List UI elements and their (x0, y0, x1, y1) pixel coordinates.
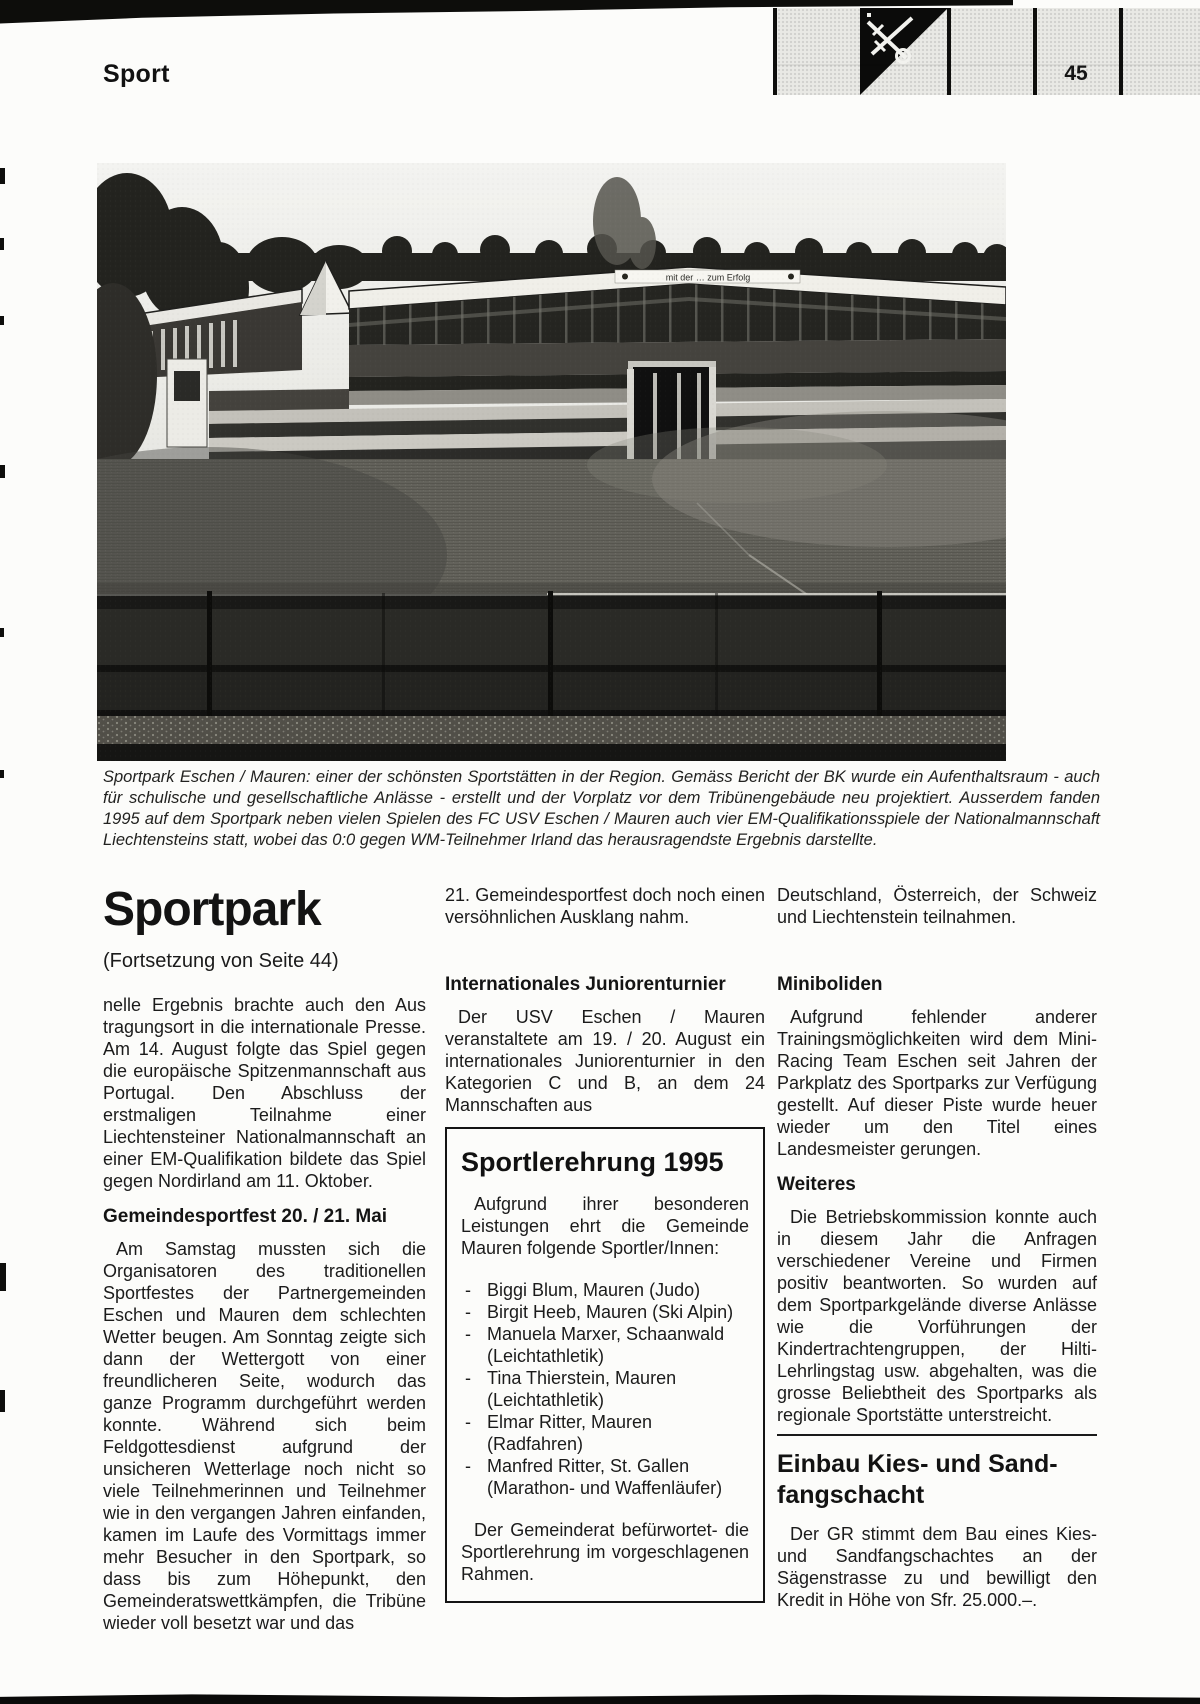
article-title: Sportpark (103, 883, 321, 936)
list-item (461, 1367, 749, 1411)
list-dash-marker: - (465, 1368, 471, 1388)
page-number: 45 (1064, 62, 1088, 85)
sportpark-photo-graphic (97, 163, 1006, 761)
photo-caption: Sportpark Eschen / Mauren: einer der schönsten Sportstätten in der Region. Gemäss Bericht der BK wurde ein Aufenthaltsraum - auch für schulische und gesellschaftliche Anlässe - erstellt und der Vorplatz vor dem Tribünengebäude neu projektiert. Ausserdem fanden 1995 auf dem Sportpark neben vielen Spielen des FC USV Eschen / Mauren auch vier EM-Qualifikationsspiele der Nationalmannschaft Liechtensteins statt, wobei das 0:0 gegen WM-Teilnehmer Irland das herausragendste Ergebnis darstellte. (103, 768, 1100, 849)
athlete-name: Manfred Ritter, St. Gallen (Marathon- und Waffenläufer) (487, 1456, 723, 1498)
sportlerehrung-box (445, 1127, 765, 1603)
page-section-label: Sport (103, 60, 170, 88)
crossed-swords-icon (858, 8, 950, 95)
scan-mark (0, 770, 4, 778)
list-dash-marker: - (465, 1412, 471, 1432)
scan-mark (0, 1390, 5, 1412)
paragraph: Der Gemeinderat befürwortet- die Sportlerehrung im vorgeschlagenen Rahmen. (461, 1520, 749, 1584)
subheading-gemeindesportfest: Gemeindesportfest 20. / 21. Mai (103, 1206, 388, 1227)
section-title-sandfangschacht: Einbau Kies- und Sandfangschacht (777, 1450, 1058, 1509)
scan-mark (0, 168, 5, 184)
paragraph: Am Samstag mussten sich die Organisatoren des traditionellen Sportfestes der Partnergemeinden Eschen und Mauren dem schlechten Wetter beugen. Am Sonntag zeigte sich dann der Wettergott von einer freundlicheren Seite, wodurch das ganze Programm durchgeführt werden konnte. Während sich beim Feldgottesdienst aufgrund der unsicheren Wetterlage noch nicht so viele Teilnehmerinnen und Teilnehmer wie in den vergangen Jahren einfanden, kamen im Laufe des Vormittags immer mehr Besucher in den Sportpark, so dass bis zum Höhepunkt, den Gemeinderatswettkämpfen, die Tribüne wieder voll besetzt war und das (103, 1239, 426, 1633)
paragraph: Der USV Eschen / Mauren veranstaltete am 19. / 20. August ein internationales Juniorenturnier in den Kategorien C und B, an dem 24 Mannschaften aus (445, 1007, 765, 1115)
band-divider (773, 8, 777, 95)
subheading-miniboliden: Miniboliden (777, 974, 883, 995)
article-column-1 (103, 884, 426, 1634)
article-column-3 (777, 884, 1097, 1611)
list-item (461, 1411, 749, 1455)
band-divider (1119, 8, 1123, 95)
paragraph: Die Betriebskommission konnte auch in diesem Jahr die Anfragen verschiedener Vereine und Firmen positiv beantworten. So wurden auf dem Sportparkgelände diverse Anlässe wie die Vorführungen der Kindertrachtengruppen, der Hilti-Lehrlingstag usw. abgehalten, was die grosse Beliebtheit des Sportparks als regionale Sportstätte unterstreicht. (777, 1207, 1097, 1425)
list-dash-marker: - (465, 1324, 471, 1344)
scan-mark (0, 1263, 6, 1291)
paragraph: nelle Ergebnis brachte auch den Aus tragungsort in die internationale Presse. Am 14. August folgte das Spiel gegen die europäische Spitzenmannschaft aus Portugal. Den Abschluss der erstmaligen Teilnahme einer Liechtensteiner Nationalmannschaft an einer EM-Qualifikation bildete das Spiel gegen Nordirland am 11. Oktober. (103, 995, 426, 1191)
paragraph: Der GR stimmt dem Bau eines Kies- und Sandfangschachtes an der Sägenstrasse zu und bewilligt den Kredit in Höhe von Sfr. 25.000.–. (777, 1524, 1097, 1610)
scan-mark (0, 465, 5, 478)
scan-mark (0, 238, 4, 250)
athlete-name: Biggi Blum, Mauren (Judo) (487, 1280, 701, 1300)
continuation-note: (Fortsetzung von Seite 44) (103, 950, 339, 972)
header-index-band (773, 8, 1200, 95)
athlete-name: Elmar Ritter, Mauren (Radfahren) (487, 1412, 653, 1454)
paragraph: Aufgrund fehlender anderer Trainingsmöglichkeiten wird dem Mini-Racing Team Eschen seit Jahren der Parkplatz des Sportparks zur Verfügung gestellt. Auf dieser Piste wurde heuer wieder um den Titel eines Landesmeister gerungen. (777, 1007, 1097, 1159)
scan-artifact-bottom (0, 1693, 1200, 1704)
subheading-weiteres: Weiteres (777, 1174, 856, 1195)
scan-mark (0, 316, 4, 325)
athlete-name: Tina Thierstein, Mauren (Leichtathletik) (487, 1368, 677, 1410)
section-divider (777, 1434, 1097, 1436)
paragraph: Aufgrund ihrer besonderen Leistungen ehrt die Gemeinde Mauren folgende Sportler/Innen: (461, 1194, 749, 1258)
article-column-2 (445, 884, 765, 1603)
list-dash-marker: - (465, 1456, 471, 1476)
list-dash-marker: - (465, 1302, 471, 1322)
sportpark-photo (97, 163, 1006, 761)
athlete-name: Manuela Marxer, Schaanwald (Leichtathletik) (487, 1324, 725, 1366)
athlete-name: Birgit Heeb, Mauren (Ski Alpin) (487, 1302, 734, 1322)
list-item (461, 1455, 749, 1499)
box-title: Sportlerehrung 1995 (461, 1147, 724, 1177)
paragraph: 21. Gemeindesportfest doch noch einen versöhnlichen Ausklang nahm. (445, 885, 765, 927)
athlete-list (461, 1279, 749, 1499)
list-dash-marker: - (465, 1280, 471, 1300)
scan-mark (0, 628, 4, 637)
list-item (461, 1301, 749, 1323)
list-item (461, 1279, 749, 1301)
paragraph: Deutschland, Österreich, der Schweiz und Liechtenstein teilnahmen. (777, 885, 1097, 927)
list-item (461, 1323, 749, 1367)
subheading-juniorenturnier: Internationales Juniorenturnier (445, 974, 726, 995)
